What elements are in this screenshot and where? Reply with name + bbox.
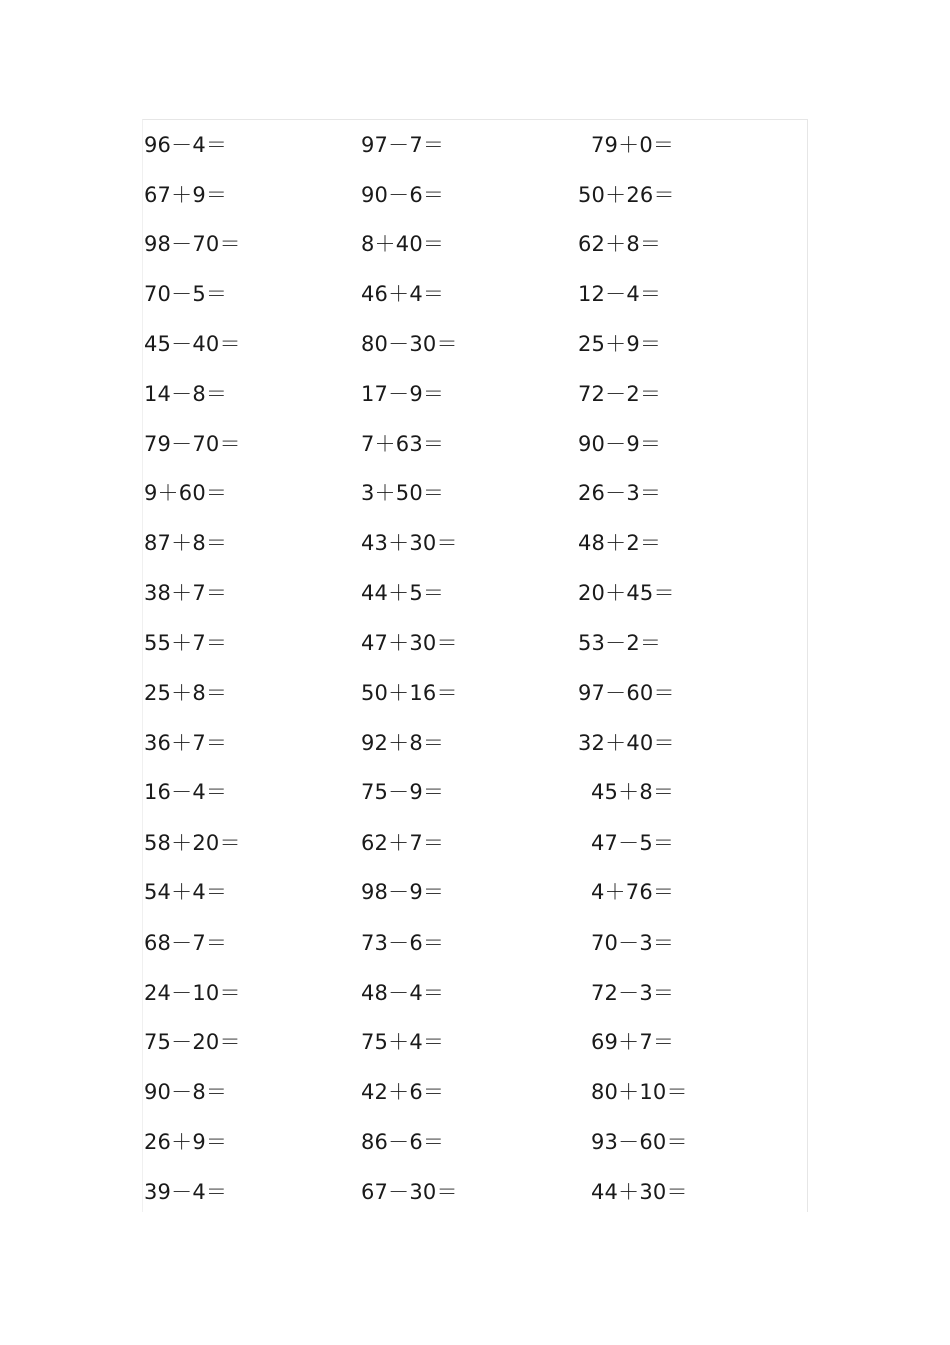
problem-row — [143, 628, 807, 658]
problem-row — [143, 329, 807, 359]
problem: 46＋4＝ — [361, 282, 445, 306]
problem-row — [143, 777, 807, 807]
problem: 87＋8＝ — [144, 531, 228, 555]
problem: 17－9＝ — [361, 382, 445, 406]
problem: 73－6＝ — [361, 931, 445, 955]
problem-row — [143, 578, 807, 608]
problem: 26－3＝ — [578, 481, 662, 505]
problem-row — [143, 130, 807, 160]
problem-row — [143, 877, 807, 907]
problem: 24－10＝ — [144, 981, 241, 1005]
problem: 98－9＝ — [361, 880, 445, 904]
problem: 20＋45＝ — [578, 581, 675, 605]
problem-row — [143, 478, 807, 508]
problem: 47＋30＝ — [361, 631, 458, 655]
problem-row — [143, 429, 807, 459]
problem: 4＋76＝ — [591, 880, 675, 904]
problem: 48＋2＝ — [578, 531, 662, 555]
problem: 75－20＝ — [144, 1030, 241, 1054]
problem: 48－4＝ — [361, 981, 445, 1005]
problem-row — [143, 1027, 807, 1057]
problem: 14－8＝ — [144, 382, 228, 406]
problem: 58＋20＝ — [144, 831, 241, 855]
problem: 39－4＝ — [144, 1180, 228, 1204]
problem: 47－5＝ — [591, 831, 675, 855]
problem: 43＋30＝ — [361, 531, 458, 555]
problem: 67＋9＝ — [144, 183, 228, 207]
problem: 44＋5＝ — [361, 581, 445, 605]
problem-row — [143, 528, 807, 558]
problem: 92＋8＝ — [361, 731, 445, 755]
problem: 93－60＝ — [591, 1130, 688, 1154]
problem: 45＋8＝ — [591, 780, 675, 804]
problem-row — [143, 728, 807, 758]
problem: 79－70＝ — [144, 432, 241, 456]
worksheet — [142, 119, 808, 1212]
problem-row — [143, 978, 807, 1008]
problem: 72－2＝ — [578, 382, 662, 406]
problem-row — [143, 928, 807, 958]
problem: 3＋50＝ — [361, 481, 445, 505]
problem: 97－7＝ — [361, 133, 445, 157]
problem: 25＋9＝ — [578, 332, 662, 356]
problem-row — [143, 229, 807, 259]
problem: 80－30＝ — [361, 332, 458, 356]
problem-row — [143, 180, 807, 210]
problem: 96－4＝ — [144, 133, 228, 157]
problem: 69＋7＝ — [591, 1030, 675, 1054]
problem: 75＋4＝ — [361, 1030, 445, 1054]
problem: 62＋8＝ — [578, 232, 662, 256]
problem: 36＋7＝ — [144, 731, 228, 755]
problem: 86－6＝ — [361, 1130, 445, 1154]
problem-row — [143, 678, 807, 708]
problem: 26＋9＝ — [144, 1130, 228, 1154]
problem: 50＋26＝ — [578, 183, 675, 207]
problem: 67－30＝ — [361, 1180, 458, 1204]
problem-row — [143, 1127, 807, 1157]
problem: 97－60＝ — [578, 681, 675, 705]
problem-row — [143, 828, 807, 858]
problem: 42＋6＝ — [361, 1080, 445, 1104]
problem: 98－70＝ — [144, 232, 241, 256]
problem: 90－8＝ — [144, 1080, 228, 1104]
problem: 7＋63＝ — [361, 432, 445, 456]
problem-row — [143, 279, 807, 309]
problem: 79＋0＝ — [591, 133, 675, 157]
problem: 62＋7＝ — [361, 831, 445, 855]
problem: 54＋4＝ — [144, 880, 228, 904]
problem: 55＋7＝ — [144, 631, 228, 655]
problem: 32＋40＝ — [578, 731, 675, 755]
problem-row — [143, 379, 807, 409]
problem: 70－3＝ — [591, 931, 675, 955]
problem: 68－7＝ — [144, 931, 228, 955]
problem-row — [143, 1177, 807, 1207]
problem: 9＋60＝ — [144, 481, 228, 505]
problem: 75－9＝ — [361, 780, 445, 804]
problem: 25＋8＝ — [144, 681, 228, 705]
problem: 50＋16＝ — [361, 681, 458, 705]
problem: 70－5＝ — [144, 282, 228, 306]
problem: 12－4＝ — [578, 282, 662, 306]
problem: 16－4＝ — [144, 780, 228, 804]
problem: 72－3＝ — [591, 981, 675, 1005]
problem: 8＋40＝ — [361, 232, 445, 256]
problem: 44＋30＝ — [591, 1180, 688, 1204]
problem: 38＋7＝ — [144, 581, 228, 605]
problem: 90－6＝ — [361, 183, 445, 207]
problem: 53－2＝ — [578, 631, 662, 655]
problem: 90－9＝ — [578, 432, 662, 456]
problem: 45－40＝ — [144, 332, 241, 356]
problem: 80＋10＝ — [591, 1080, 688, 1104]
problem-row — [143, 1077, 807, 1107]
